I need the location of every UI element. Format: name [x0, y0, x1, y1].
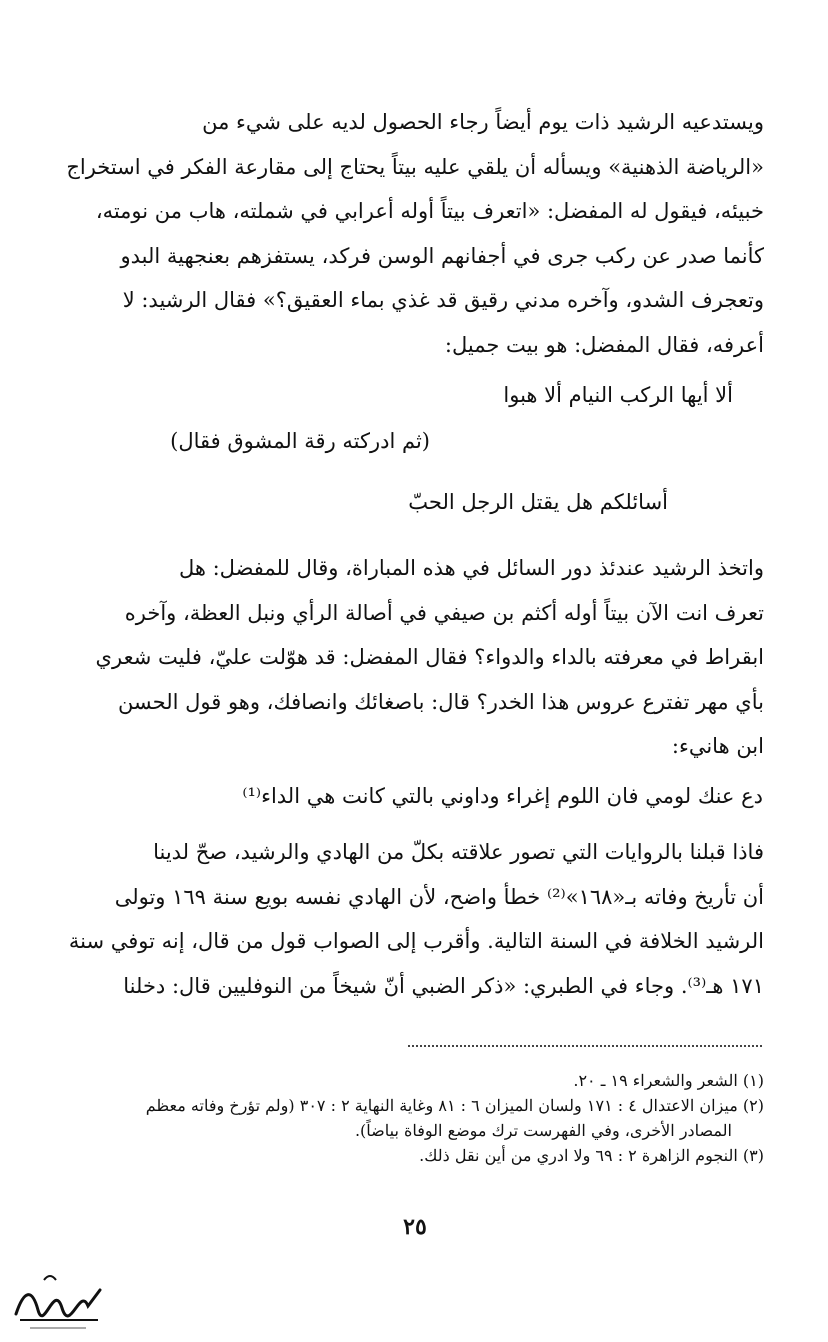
- text-line: فاذا قبلنا بالروايات التي تصور علاقته بكلّ من الهادي والرشيد، صحّ لدينا: [153, 840, 764, 864]
- footnotes: [50, 1068, 764, 1168]
- text-line: وتعجرف الشدو، وآخره مدني رقيق قد غذي بماء العقيق؟» فقال الرشيد: لا: [122, 288, 764, 312]
- page-number: ٢٥: [403, 1214, 427, 1240]
- text-line: الرشيد الخلافة في السنة التالية. وأقرب إلى الصواب قول من قال، إنه توفي سنة: [68, 929, 764, 953]
- text-line: ابن هانيء:: [671, 734, 764, 758]
- text-line: أعرفه، فقال المفضل: هو بيت جميل:: [444, 332, 764, 357]
- paragraph-1: [52, 100, 764, 367]
- text-line: كأنما صدر عن ركب جرى في أجفانهم الوسن فركد، يستفزهم بعنجهية البدو: [120, 243, 764, 268]
- paragraph-2: [52, 546, 764, 769]
- footnote-separator: [408, 1045, 762, 1047]
- paragraph-3: [52, 830, 764, 1008]
- text-line: تعرف انت الآن بيتاً أوله أكثم بن صيفي في أصالة الرأي ونبل العظة، وآخره: [124, 600, 764, 625]
- footnote-2: (٢) ميزان الاعتدال ٤ : ١٧١ ولسان الميزان ٦ : ٨١ وغاية النهاية ٢ : ٣٠٧ (ولم تؤرخ وفاته معظم: [145, 1096, 764, 1115]
- text-line: واتخذ الرشيد عندئذ دور السائل في هذه المباراة، وقال للمفضل: هل: [178, 556, 764, 580]
- publisher-logo-icon: [10, 1270, 106, 1336]
- footnote-3: (٣) النجوم الزاهرة ٢ : ٦٩ ولا ادري من أين نقل ذلك.: [419, 1146, 764, 1165]
- footnote-1: (١) الشعر والشعراء ١٩ ـ ٢٠.: [573, 1071, 764, 1090]
- verse-note: (ثم ادركته رقة المشوق فقال): [170, 429, 430, 453]
- text-line: خبيئه، فيقول له المفضل: «اتعرف بيتاً أوله أعرابي في شملته، هاب من نومته،: [95, 199, 764, 223]
- text-line: ويستدعيه الرشيد ذات يوم أيضاً رجاء الحصول لديه على شيء من: [202, 110, 764, 134]
- verse-line-1: ألا أيها الركب النيام ألا هبوا: [503, 383, 733, 407]
- text-line: بأي مهر تفترع عروس هذا الخدر؟ قال: باصغائك وانصافك، وهو قول الحسن: [117, 689, 764, 714]
- verse-line-2: أسائلكم هل يقتل الرجل الحبّ: [408, 490, 668, 514]
- text-line: أن تأريخ وفاته بـ«١٦٨»⁽²⁾ خطأ واضح، لأن الهادي نفسه بويع سنة ١٦٩ وتولى: [114, 884, 764, 909]
- text-line: ١٧١ هـ⁽³⁾. وجاء في الطبري: «ذكر الضبي أنّ شيخاً من النوفليين قال: دخلنا: [123, 973, 764, 998]
- verse-line-3: دع عنك لومي فان اللوم إغراء وداوني بالتي كانت هي الداء⁽¹⁾: [242, 784, 763, 808]
- footnote-2-continued: المصادر الأخرى، وفي الفهرست ترك موضع الوفاة بياضاً).: [354, 1121, 732, 1140]
- text-line: «الرياضة الذهنية» ويسأله أن يلقي عليه بيتاً يحتاج إلى مقارعة الفكر في استخراج: [66, 154, 764, 179]
- text-line: ابقراط في معرفته بالداء والدواء؟ فقال المفضل: قد هوّلت عليّ، فليت شعري: [95, 645, 764, 669]
